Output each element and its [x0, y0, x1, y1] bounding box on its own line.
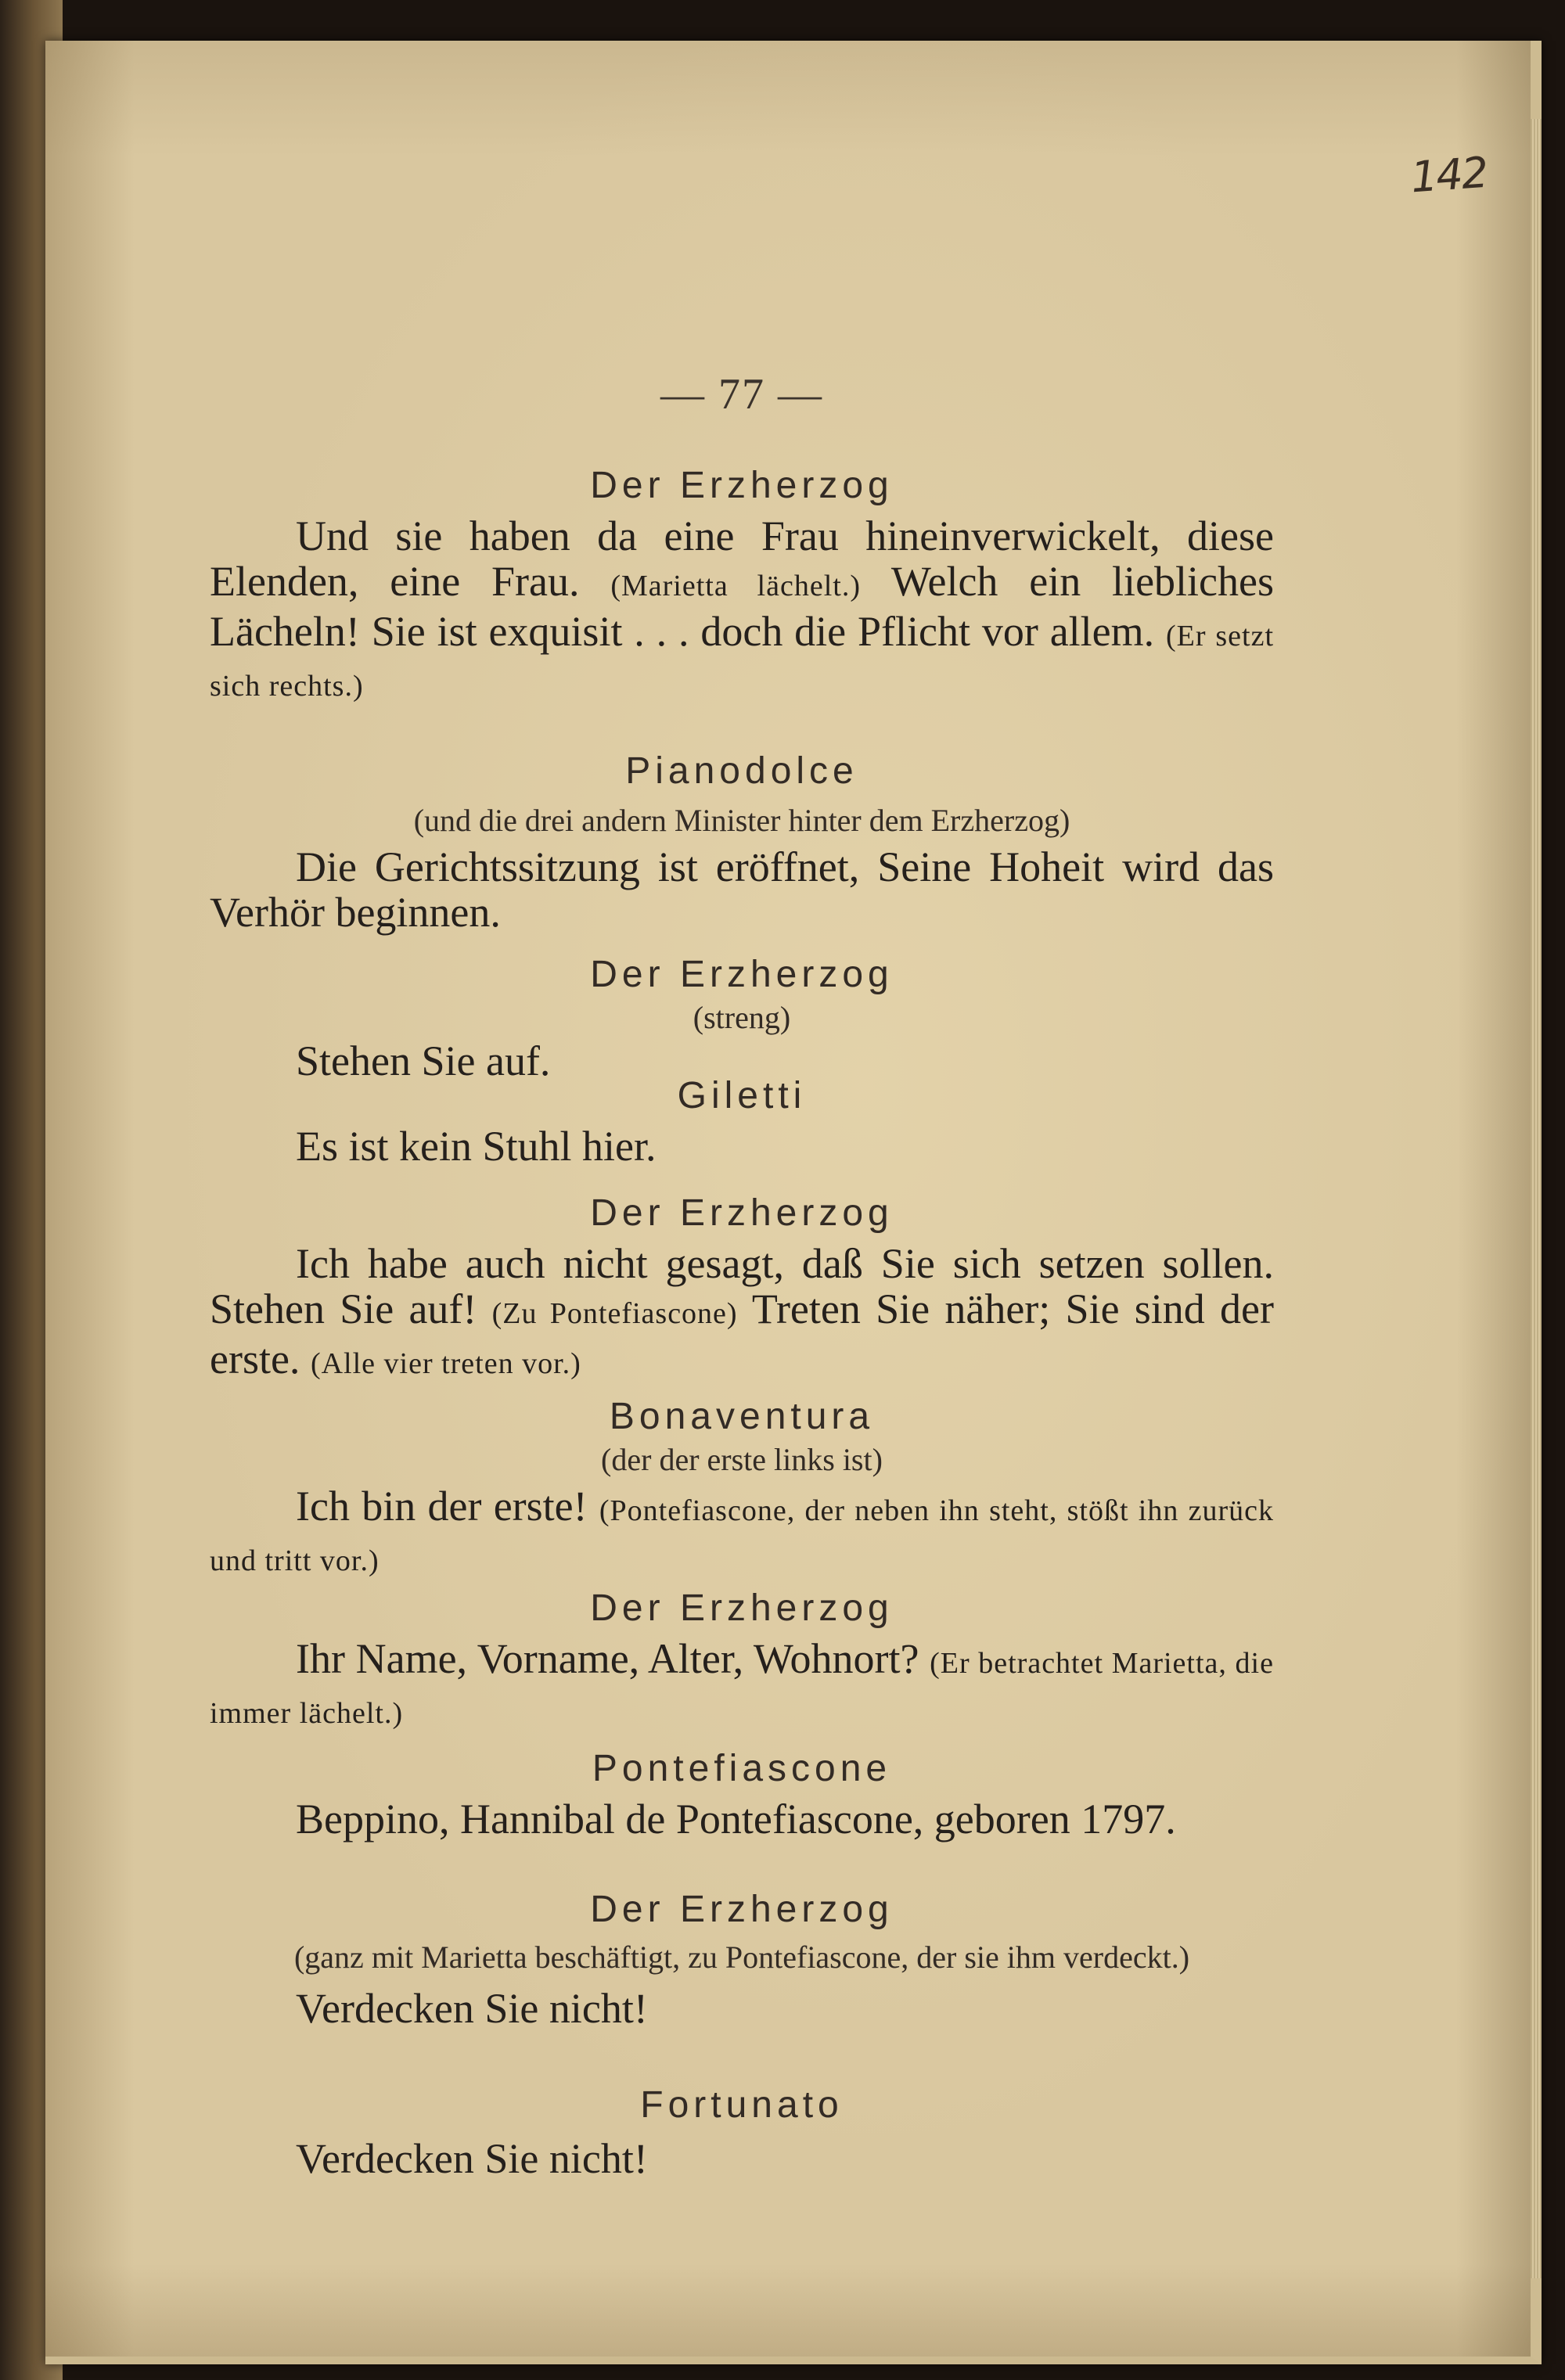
book-page — [45, 41, 1542, 2364]
speech-block-8 — [210, 1746, 1274, 1842]
stage-direction: (Zu Pontefiascone) — [491, 1297, 738, 1330]
speaker-name: Der Erzherzog — [590, 1192, 894, 1234]
speech-block-9 — [210, 1887, 1274, 2031]
speech-text — [210, 1636, 1274, 1736]
speech-block-7 — [210, 1586, 1274, 1736]
stage-direction: (Er betrachtet Marietta, die immer lächelt.) — [210, 1647, 1274, 1730]
speech-segment: Ich bin der erste! — [296, 1483, 599, 1530]
speech-text: Verdecken Sie nicht! — [296, 2135, 648, 2182]
stage-direction: (ganz mit Marietta beschäftigt, zu Pontefiascone, der sie ihm verdeckt.) — [293, 1940, 1190, 1975]
speech-segment: Treten Sie näher; Sie sind der erste. — [210, 1285, 1275, 1382]
speech-text: Verdecken Sie nicht! — [296, 1985, 648, 2032]
page-number: — 77 — — [660, 370, 823, 419]
speaker-name: Bonaventura — [609, 1396, 875, 1437]
speech-block-6 — [210, 1394, 1274, 1584]
speech-block-5 — [210, 1191, 1274, 1386]
speaker-name: Pontefiascone — [592, 1748, 892, 1789]
speaker-name: Der Erzherzog — [590, 1889, 894, 1930]
speech-segment: Und sie haben da eine Frau hineinverwickelt, diese Elenden, eine Frau. — [210, 512, 1274, 605]
speech-text: Stehen Sie auf. — [296, 1037, 551, 1084]
speaker-name: Der Erzherzog — [590, 465, 894, 506]
speech-text — [210, 1241, 1274, 1386]
speaker-name: Der Erzherzog — [590, 1587, 894, 1629]
speech-segment: Welch ein liebliches Lächeln! Sie ist exquisit . . . doch die Pflicht vor allem. — [210, 558, 1274, 655]
speech-block-10 — [210, 2083, 1274, 2181]
speaker-name: Giletti — [677, 1075, 807, 1116]
speech-text: Beppino, Hannibal de Pontefiascone, geboren 1797. — [296, 1796, 1176, 1843]
speech-block-2 — [210, 749, 1274, 935]
speech-segment: Ihr Name, Vorname, Alter, Wohnort? — [296, 1635, 930, 1682]
stage-direction: (Er setzt sich rechts.) — [210, 620, 1275, 703]
speech-text — [210, 1483, 1274, 1584]
speech-block-1 — [210, 463, 1274, 709]
speaker-name: Der Erzherzog — [590, 954, 894, 995]
speech-text — [210, 513, 1274, 709]
speaker-name: Pianodolce — [625, 750, 858, 792]
speech-segment: Ich habe auch nicht gesagt, daß Sie sich setzen sollen. Stehen Sie auf! — [210, 1240, 1274, 1332]
stage-direction: (der der erste links ist) — [601, 1442, 883, 1477]
stage-direction: (Marietta lächelt.) — [610, 570, 861, 602]
page-edge — [1531, 119, 1542, 2278]
speech-block-3 — [210, 952, 1274, 1084]
speaker-name: Fortunato — [640, 2084, 844, 2126]
speech-text: Es ist kein Stuhl hier. — [296, 1123, 657, 1170]
stage-direction: (und die drei andern Minister hinter dem Erzherzog) — [413, 803, 1070, 838]
folio-number: 142 — [1408, 147, 1489, 203]
stage-direction: (Alle vier treten vor.) — [310, 1347, 581, 1380]
stage-direction: (Pontefiascone, der neben ihn steht, stößt ihn zurück und tritt vor.) — [210, 1494, 1274, 1577]
stage-direction: (streng) — [693, 1000, 791, 1035]
speech-block-4 — [210, 1073, 1274, 1169]
speech-text: Die Gerichtssitzung ist eröffnet, Seine Hoheit wird das Verhör beginnen. — [210, 843, 1274, 936]
